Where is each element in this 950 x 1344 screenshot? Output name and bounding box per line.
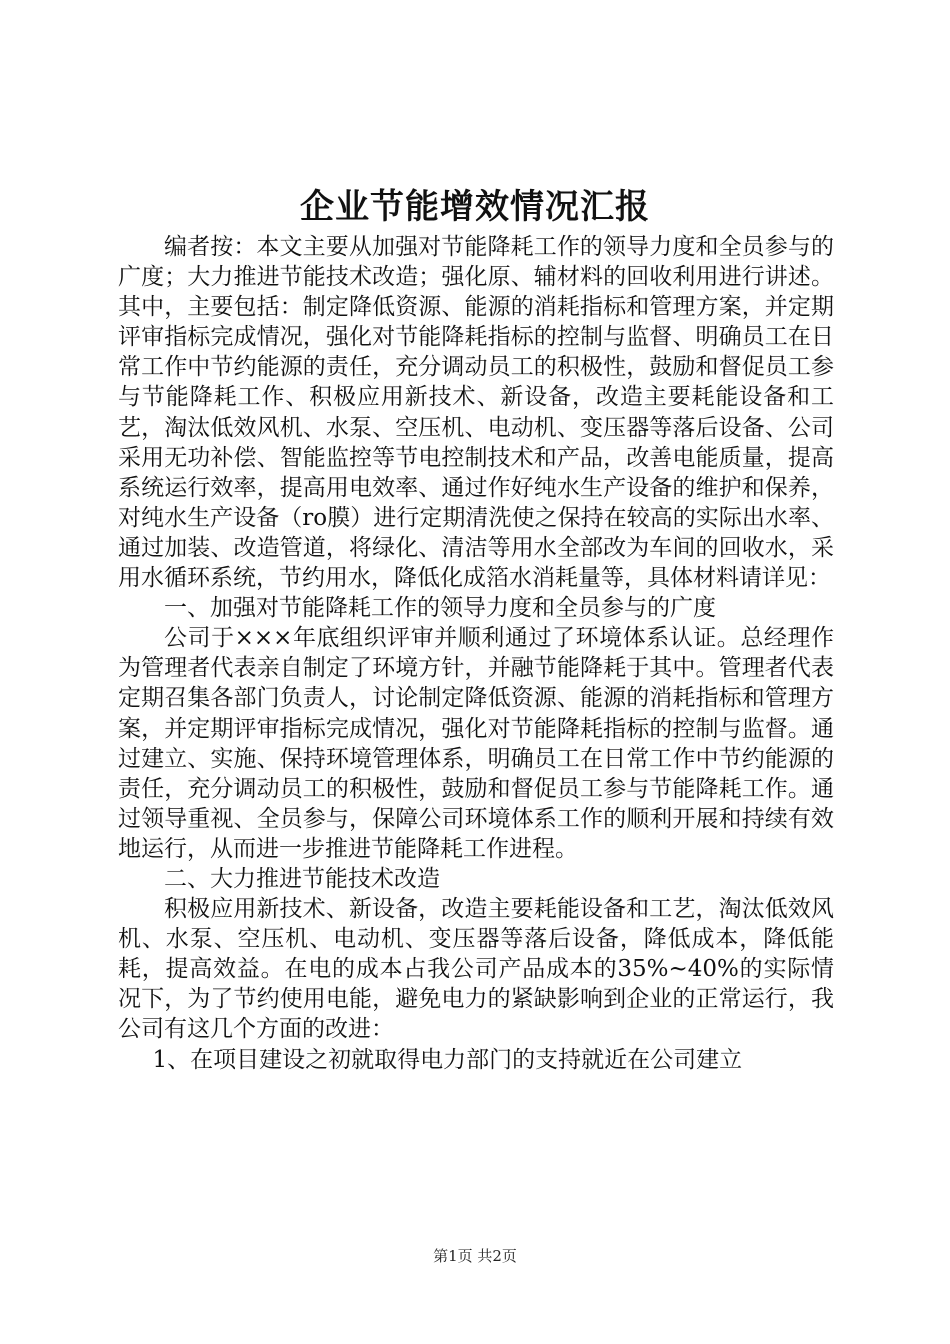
section-heading-2: 二、大力推进节能技术改造 xyxy=(164,865,440,892)
document-title: 企业节能增效情况汇报 xyxy=(300,187,650,227)
page-number-footer: 第1页 共2页 xyxy=(433,1247,517,1265)
section-2-paragraph: 积极应用新技术、新设备，改造主要耗能设备和工艺，淘汰低效风机、水泵、空压机、电动机、变压器等落后设备，降低成本，降低能耗，提高效益。在电的成本占我公司产品成本的35%~40%的实际情况下，为了节约使用电能，避免电力的紧缺影响到企业的正常运行，我公司有这几个方面的改进： xyxy=(118,896,834,1043)
section-heading-1: 一、加强对节能降耗工作的领导力度和全员参与的广度 xyxy=(164,595,716,622)
editor-note-paragraph: 编者按：本文主要从加强对节能降耗工作的领导力度和全员参与的广度；大力推进节能技术改造；强化原、辅材料的回收利用进行讲述。其中，主要包括：制定降低资源、能源的消耗指标和管理方案，并定期评审指标完成情况，强化对节能降耗指标的控制与监督、明确员工在日常工作中节约能源的责任，充分调动员工的积极性，鼓励和督促员工参与节能降耗工作、积极应用新技术、新设备，改造主要耗能设备和工艺，淘汰低效风机、水泵、空压机、电动机、变压器等落后设备、公司采用无功补偿、智能监控等节电控制技术和产品，改善电能质量，提高系统运行效率，提高用电效率、通过作好纯水生产设备的维护和保养，对纯水生产设备（ro膜）进行定期清洗使之保持在较高的实际出水率、通过加装、改造管道，将绿化、清洁等用水全部改为车间的回收水，采用水循环系统，节约用水，降低化成箔水消耗量等，具体材料请详见： xyxy=(118,234,834,592)
section-2-item-1: 1、在项目建设之初就取得电力部门的支持就近在公司建立 xyxy=(152,1046,743,1073)
document-body xyxy=(118,232,834,1075)
section-1-paragraph: 公司于×××年底组织评审并顺利通过了环境体系认证。总经理作为管理者代表亲自制定了环境方针，并融节能降耗于其中。管理者代表定期召集各部门负责人，讨论制定降低资源、能源的消耗指标和管理方案，并定期评审指标完成情况，强化对节能降耗指标的控制与监督。通过建立、实施、保持环境管理体系，明确员工在日常工作中节约能源的责任，充分调动员工的积极性，鼓励和督促员工参与节能降耗工作。通过领导重视、全员参与，保障公司环境体系工作的顺利开展和持续有效地运行，从而进一步推进节能降耗工作进程。 xyxy=(118,625,834,862)
